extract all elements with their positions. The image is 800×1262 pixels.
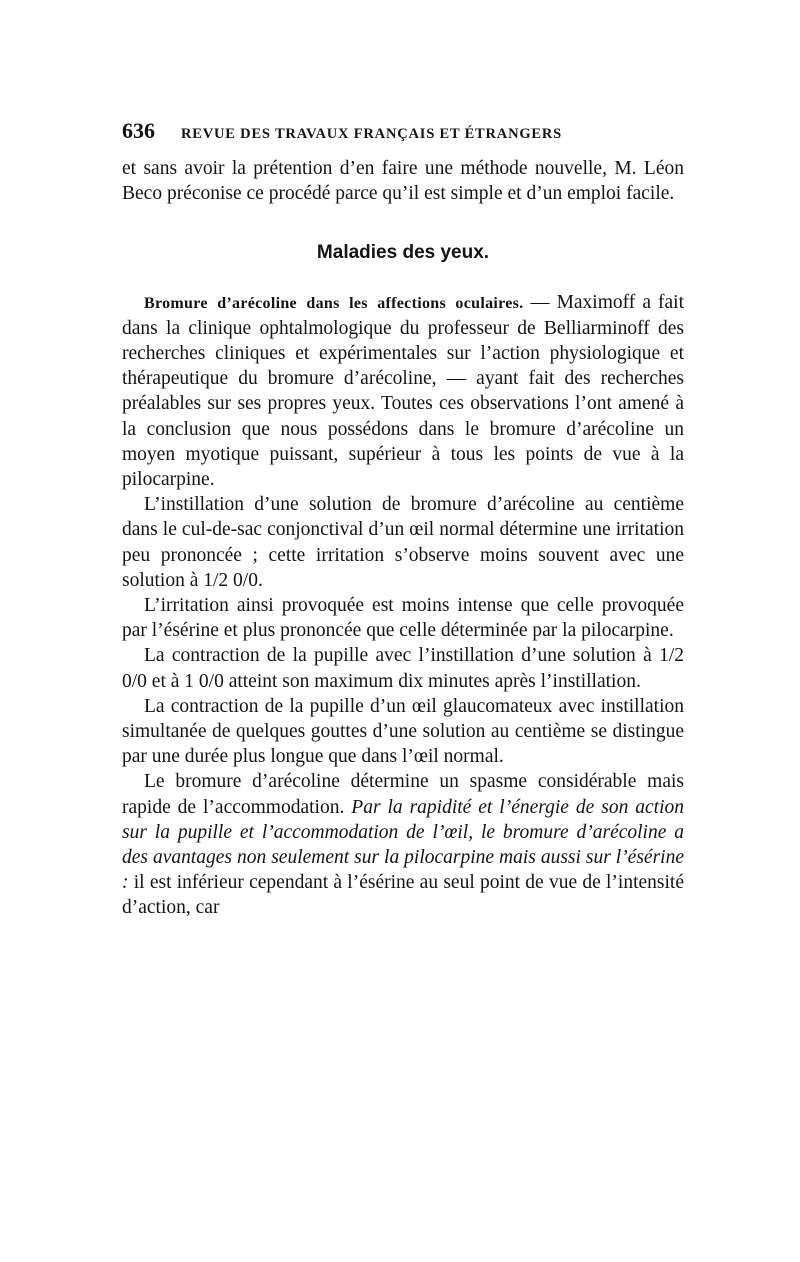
paragraph-accommodation-italic: Par la rapidité et l’énergie de son action sur la pupille et l’accommodation de l’œil, le bromure d’arécoline a des avantages non seulement sur la pilocarpine mais aussi sur l’ésérine : [122, 796, 685, 894]
paragraph-instillation: L’instillation d’une solution de bromure d’arécoline au centième dans le cul-de-sac conjonctival d’un œil normal détermine une irritation peu prononcée ; cette irritation s’observe moins souvent avec une solution à 1/2 0/0. [122, 494, 684, 591]
article-first-paragraph-text: Maximoff a fait dans la clinique ophtalmologique du professeur de Belliarminoff des recherches cliniques et expérimentales sur l’action physiologique et thérapeutique du bromure d’arécoline, — ayant fait des recherches préalables sur ses propres yeux. Toutes ces observations l’ont amené à la conclusion que nous possédons dans le bromure d’arécoline un moyen myotique puissant, supérieur à tous les points de vue à la pilocarpine. [122, 291, 684, 491]
paragraph-glaucoma: La contraction de la pupille d’un œil glaucomateux avec instillation simultanée de quelques gouttes d’une solution au centième se distingue par une durée plus longue que dans l’œil normal. [122, 695, 684, 768]
paragraph-accommodation-lead: Le bromure d’arécoline détermine un spasme considérable mais rapide de l’accommodation. [122, 771, 684, 818]
page-number: 636 [122, 118, 155, 143]
article-first-paragraph [122, 290, 684, 493]
paragraph-accommodation-tail: il est inférieur cependant à l’ésérine au seul point de vue de l’intensité d’action, car [122, 872, 684, 919]
journal-title: REVUE DES TRAVAUX FRANÇAIS ET ÉTRANGERS [181, 126, 563, 142]
intro-paragraph: et sans avoir la prétention d’en faire une méthode nouvelle, M. Léon Beco préconise ce procédé parce qu’il est simple et d’un emploi facile. [122, 158, 684, 205]
paragraph-irritation: L’irritation ainsi provoquée est moins intense que celle provoquée par l’ésérine et plus prononcée que celle déterminée par la pilocarpine. [122, 595, 684, 642]
article-body [122, 156, 684, 921]
running-head [122, 118, 684, 148]
section-heading: Maladies des yeux. [316, 242, 490, 264]
article-title: Bromure d’arécoline dans les affections oculaires. [144, 294, 524, 312]
paragraph-contraction: La contraction de la pupille avec l’instillation d’une solution à 1/2 0/0 et à 1 0/0 atteint son maximum dix minutes après l’instillation. [122, 645, 684, 692]
article-title-dash: — [530, 291, 550, 313]
paragraph-accommodation [122, 769, 684, 920]
journal-page [122, 118, 684, 921]
